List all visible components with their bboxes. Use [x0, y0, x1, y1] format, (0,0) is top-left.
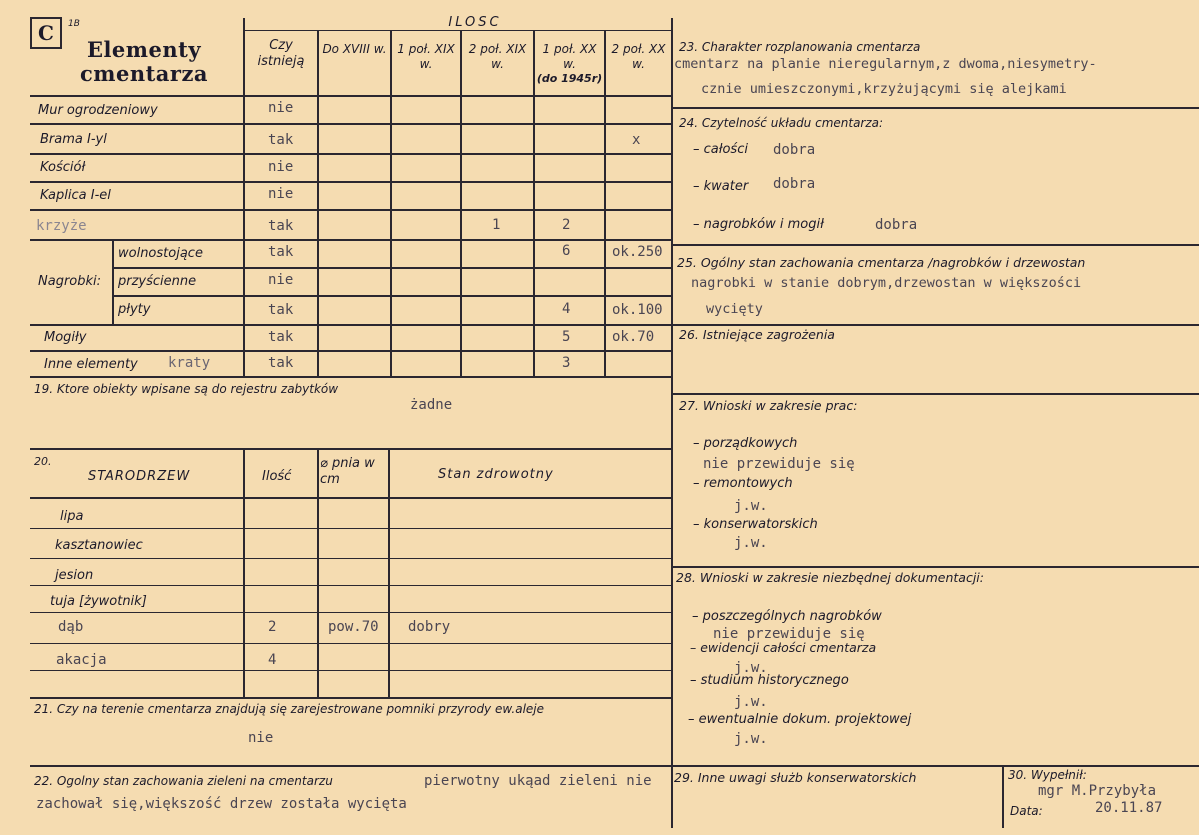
row-line: [30, 153, 673, 155]
calosci-value: dobra: [773, 142, 816, 158]
wypelnil-label: 30. Wypełnił:: [1008, 768, 1087, 782]
p1xx-value: 4: [562, 301, 571, 317]
row-line: [671, 244, 1199, 246]
header-pnia: ⌀ pnia w cm: [320, 456, 375, 488]
section22-value: zachował się,większość drzew została wycięta: [36, 796, 407, 812]
row-line: [30, 239, 673, 241]
page-title: [64, 38, 224, 86]
exists-value: tak: [268, 218, 294, 234]
row-line: [30, 697, 673, 699]
projektowej-label: – ewentualnie dokum. projektowej: [688, 712, 912, 727]
row-label: płyty: [118, 302, 151, 317]
section25-label: 25. Ogólny stan zachowania cmentarza /nagrobków i drzewostan: [677, 255, 1086, 270]
title-line: cmentarza: [79, 61, 209, 87]
konserwatorskich-label: – konserwatorskich: [693, 517, 818, 532]
card-letter: C: [38, 21, 54, 45]
konserwatorskich-value: j.w.: [734, 535, 768, 551]
p1xx-value: 5: [562, 329, 571, 345]
row-line: [30, 765, 673, 767]
row-line: [30, 181, 673, 183]
col-divider: [243, 448, 245, 697]
p2xx-value: ok.70: [612, 329, 655, 345]
exists-value: nie: [268, 159, 294, 175]
tree-name: dąb: [58, 619, 84, 635]
row-label: Kaplica I-el: [40, 188, 111, 203]
row-label: Kościół: [40, 160, 86, 175]
row-line: [671, 107, 1199, 109]
remontowych-value: j.w.: [734, 498, 768, 514]
kwater-label: – kwater: [693, 179, 749, 194]
exists-value: nie: [268, 100, 294, 116]
p2xx-value: ok.100: [612, 302, 663, 318]
section20-number: 20.: [34, 455, 52, 468]
section22-label: 22. Ogolny stan zachowania zieleni na cmentarzu: [34, 774, 333, 788]
calosci-label: – całości: [693, 142, 748, 157]
poszczegolnych-label: – poszczególnych nagrobków: [692, 609, 882, 624]
header-1pol-xix: 1 poł. XIX w.: [397, 42, 455, 71]
p1xx-value: 6: [562, 243, 571, 259]
section19-label: 19. Ktore obiekty wpisane są do rejestru zabytków: [34, 382, 339, 396]
header-ilosc: ILOSC: [448, 15, 502, 30]
row-line: [30, 350, 673, 352]
row-line: [30, 123, 673, 125]
p1xx-value: 3: [562, 355, 571, 371]
row-label: przyścienne: [118, 274, 197, 289]
section21-value: nie: [248, 730, 274, 746]
row-label: krzyże: [36, 218, 87, 234]
col-divider: [388, 448, 390, 697]
poszczegolnych-value: nie przewiduje się: [713, 626, 865, 642]
nagrobkow-label: – nagrobków i mogił: [693, 217, 824, 232]
header-1pol-xx-note: (do 1945r): [536, 72, 603, 85]
header-do-xviii: Do XVIII w.: [322, 42, 387, 56]
row-line: [30, 448, 673, 450]
row-line: [30, 558, 673, 559]
nagrobki-label: Nagrobki:: [38, 274, 102, 289]
row-label: Mogiły: [44, 330, 87, 345]
exists-value: nie: [268, 272, 294, 288]
p2xix-value: 1: [492, 217, 501, 233]
tree-name: akacja: [56, 652, 107, 668]
tree-name: kasztanowiec: [55, 538, 143, 553]
remontowych-label: – remontowych: [693, 476, 793, 491]
row-line: [30, 497, 673, 499]
section25-value: wycięty: [706, 301, 763, 317]
section29-label: 29. Inne uwagi służb konserwatorskich: [674, 770, 917, 785]
exists-value: tak: [268, 132, 294, 148]
row-line: [30, 585, 673, 586]
studium-value: j.w.: [734, 694, 768, 710]
section23-value: cmentarz na planie nieregularnym,z dwoma,niesymetry-: [674, 56, 1097, 72]
row-line: [112, 267, 673, 269]
header-ilosc-drzew: Ilość: [262, 469, 292, 484]
row-line: [30, 95, 673, 97]
wypelnil-value: mgr M.Przybyła: [1038, 783, 1157, 799]
row-extra: kraty: [168, 355, 211, 371]
row-line: [671, 393, 1199, 395]
porzadkowych-label: – porządkowych: [693, 436, 798, 451]
tree-ilosc: 4: [268, 652, 277, 668]
header-starodrzew: STARODRZEW: [88, 469, 191, 484]
row-line: [671, 765, 1199, 767]
tree-name: lipa: [60, 509, 84, 524]
section25-value: nagrobki w stanie dobrym,drzewostan w większości: [691, 275, 1082, 291]
header-1pol-xx-text: 1 poł. XX w.: [542, 42, 597, 71]
nagrobki-divider: [112, 239, 114, 325]
ewidencji-value: j.w.: [734, 660, 768, 676]
p1xx-value: 2: [562, 217, 571, 233]
row-line: [30, 643, 673, 644]
exists-value: tak: [268, 355, 294, 371]
tree-stan: dobry: [408, 619, 451, 635]
section28-label: 28. Wnioski w zakresie niezbędnej dokumentacji:: [676, 570, 984, 585]
section22-value: pierwotny ukąad zieleni nie: [424, 773, 652, 789]
section24-label: 24. Czytelność układu cmentarza:: [679, 116, 884, 130]
p2xx-value: ok.250: [612, 244, 663, 260]
row-line: [30, 376, 673, 378]
porzadkowych-value: nie przewiduje się: [703, 456, 855, 472]
tree-name: jesion: [55, 568, 94, 583]
row-label: Inne elementy: [44, 357, 138, 372]
col-divider: [317, 448, 319, 697]
projektowej-value: j.w.: [734, 731, 768, 747]
header-1pol-xx: [535, 42, 604, 86]
section23-value: cznie umieszczonymi,krzyżującymi się alejkami: [701, 81, 1067, 97]
section26-label: 26. Istniejące zagrożenia: [679, 327, 835, 342]
header-czy-istnieja: Czy istnieją: [257, 38, 305, 70]
tree-ilosc: 2: [268, 619, 277, 635]
studium-label: – studium historycznego: [690, 673, 849, 688]
row-line: [30, 528, 673, 529]
header-2pol-xix: 2 poł. XIX w.: [468, 42, 527, 71]
col-divider: [243, 18, 245, 376]
corner-note: 1B: [68, 19, 80, 29]
section27-label: 27. Wnioski w zakresie prac:: [679, 398, 858, 413]
exists-value: nie: [268, 186, 294, 202]
row-label: Mur ogrodzeniowy: [38, 103, 158, 118]
nagrobkow-value: dobra: [875, 217, 918, 233]
header-2pol-xx: 2 poł. XX w.: [611, 42, 666, 71]
row-line: [30, 612, 673, 613]
row-line: [30, 209, 673, 211]
row-line: [30, 670, 673, 671]
exists-value: tak: [268, 329, 294, 345]
row-label: wolnostojące: [118, 246, 203, 261]
p2xx-value: x: [632, 132, 641, 148]
title-line: Elementy: [86, 37, 202, 62]
data-label: Data:: [1010, 804, 1043, 818]
kwater-value: dobra: [773, 176, 816, 192]
exists-value: tak: [268, 302, 294, 318]
card-letter-box: [30, 17, 62, 49]
section19-value: żadne: [410, 397, 453, 413]
tree-pnia: pow.70: [328, 619, 379, 635]
row-line: [30, 324, 673, 326]
center-divider: [671, 18, 673, 828]
header-stan-zdrowotny: Stan zdrowotny: [438, 467, 554, 482]
exists-value: tak: [268, 244, 294, 260]
tree-name: tuja [żywotnik]: [50, 594, 147, 609]
row-line: [671, 324, 1199, 326]
row-line: [112, 295, 673, 297]
section23-label: 23. Charakter rozplanowania cmentarza: [679, 40, 921, 54]
row-line: [671, 566, 1199, 568]
section21-label: 21. Czy na terenie cmentarza znajdują się zarejestrowane pomniki przyrody ew.aleje: [34, 702, 545, 716]
data-value: 20.11.87: [1095, 800, 1163, 816]
col-divider: [1002, 765, 1004, 828]
ewidencji-label: – ewidencji całości cmentarza: [690, 640, 877, 655]
row-label: Brama I-yl: [40, 132, 107, 147]
